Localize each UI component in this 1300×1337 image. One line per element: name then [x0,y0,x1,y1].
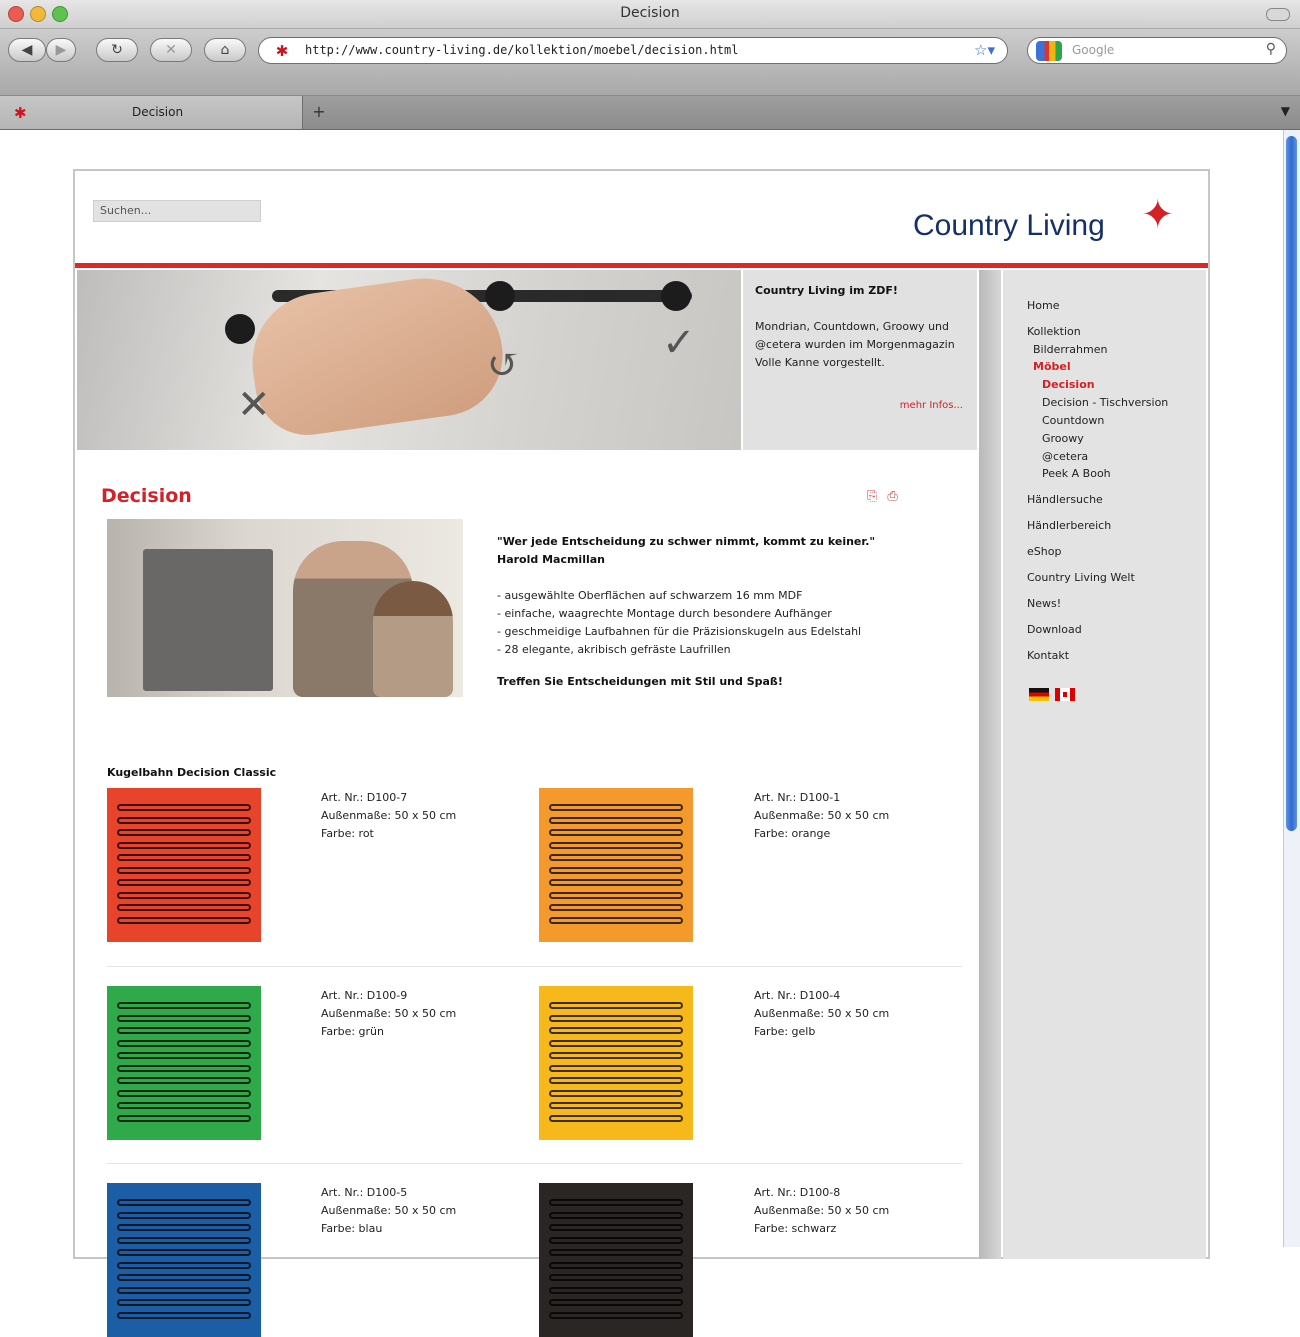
maple-leaf-icon: ✦ [1141,192,1175,238]
feature-list [497,587,967,659]
product-art-nr: Art. Nr.: D100-5 [321,1186,408,1199]
checkmark-icon: ✓ [662,320,696,366]
hero-image [77,270,741,450]
ball-track-lane [117,1237,251,1244]
ball-track-lane [117,1090,251,1097]
ball-track-lane [549,1287,683,1294]
stop-icon: ✕ [165,42,177,58]
language-flags [1029,688,1075,701]
nav-bilderrahmen[interactable]: Bilderrahmen [1033,343,1108,356]
product-size: Außenmaße: 50 x 50 cm [754,809,890,822]
address-bar[interactable] [258,37,1008,64]
browser-toolbar [0,29,1300,96]
product-image[interactable] [539,1183,693,1337]
ball-track-lane [549,867,683,874]
product-size: Außenmaße: 50 x 50 cm [321,809,457,822]
feature-item: - geschmeidige Laufbahnen für die Präzisionskugeln aus Edelstahl [497,625,862,638]
ball-track-lane [549,1299,683,1306]
ball-track-lane [117,867,251,874]
ball-track-lane [549,1224,683,1231]
ball-track-lane [117,1027,251,1034]
ball-track-lane [117,854,251,861]
news-heading: Country Living im ZDF! [755,284,898,297]
pdf-icon[interactable]: ⎘ [867,489,878,504]
site-favicon-icon: ✱ [275,42,289,60]
ball-track-lane [549,854,683,861]
feature-item: - einfache, waagrechte Montage durch besondere Aufhänger [497,607,832,620]
back-button[interactable] [8,38,46,62]
slogan: Treffen Sie Entscheidungen mit Stil und Spaß! [497,675,783,688]
quote-author: Harold Macmillan [497,553,606,566]
hero-knob [661,281,691,311]
ball-track-lane [549,1249,683,1256]
header-divider [75,263,1208,268]
product-size: Außenmaße: 50 x 50 cm [754,1007,890,1020]
nav-decision-tischversion[interactable]: Decision - Tischversion [1042,396,1169,409]
ball-track-lane [117,1287,251,1294]
product-info [321,789,456,843]
ball-track-lane [549,1077,683,1084]
reload-icon: ↻ [111,42,123,58]
product-info [754,1184,889,1238]
ball-track-lane [117,1115,251,1122]
ball-track-lane [549,1199,683,1206]
reset-arrow-icon: ↺ [487,342,521,388]
nav-news[interactable]: News! [1027,597,1062,610]
product-image[interactable] [107,986,261,1140]
product-image[interactable] [107,788,261,942]
nav-country-living-welt[interactable]: Country Living Welt [1027,571,1135,584]
ball-track-lane [117,1065,251,1072]
ball-track-lane [549,1002,683,1009]
product-color: Farbe: blau [321,1222,383,1235]
ball-track-lane [549,842,683,849]
ball-track-lane [117,879,251,886]
ball-track-lane [117,1212,251,1219]
quote-text: "Wer jede Entscheidung zu schwer nimmt, kommt zu keiner." [497,535,876,548]
ball-track-lane [549,1262,683,1269]
cross-mark-icon: ✕ [237,382,271,428]
ball-track-lane [549,817,683,824]
photo-person [373,581,453,697]
canadian-flag-icon[interactable] [1055,688,1075,701]
product-info [321,1184,456,1238]
site-logo[interactable]: Country Living [913,209,1105,242]
product-art-nr: Art. Nr.: D100-1 [754,791,841,804]
ball-track-lane [117,817,251,824]
product-color: Farbe: grün [321,1025,384,1038]
reload-button[interactable] [96,38,138,62]
feature-item: - 28 elegante, akribisch gefräste Laufrillen [497,643,731,656]
nav-decision[interactable]: Decision [1042,378,1095,391]
nav-moebel[interactable]: Möbel [1033,360,1071,373]
photo-board [143,549,273,691]
ball-track-lane [549,1274,683,1281]
column-separator [979,270,1001,1259]
section-heading: Kugelbahn Decision Classic [107,766,277,779]
ball-track-lane [117,829,251,836]
product-image[interactable] [539,986,693,1140]
vertical-scrollbar[interactable] [1283,130,1300,1247]
page-title: Decision [101,485,192,507]
nav-download[interactable]: Download [1027,623,1082,636]
ball-track-lane [117,804,251,811]
stop-button[interactable] [150,38,192,62]
search-icon[interactable]: ⚲ [1265,41,1276,57]
german-flag-icon[interactable] [1029,688,1049,701]
forward-arrow-icon: ▶ [55,42,67,58]
product-size: Außenmaße: 50 x 50 cm [321,1204,457,1217]
nav-peek-a-booh[interactable]: Peek A Booh [1042,467,1111,480]
quote [497,533,957,569]
site-container [73,169,1210,1259]
forward-button[interactable] [46,38,76,62]
nav-groowy[interactable]: Groowy [1042,432,1084,445]
nav-kollektion[interactable]: Kollektion [1027,325,1081,338]
ball-track-lane [549,1102,683,1109]
product-art-nr: Art. Nr.: D100-7 [321,791,408,804]
product-photo [107,519,463,697]
nav-cetera[interactable]: @cetera [1042,450,1089,463]
ball-track-lane [117,1249,251,1256]
tab-bar [0,96,1300,130]
ball-track-lane [117,917,251,924]
ball-track-lane [549,1052,683,1059]
ball-track-lane [117,842,251,849]
address-bar-url: http://www.country-living.de/kollektion/moebel/decision.html [305,43,739,57]
scrollbar-thumb[interactable] [1286,136,1297,831]
ball-track-lane [117,1077,251,1084]
ball-track-lane [117,1274,251,1281]
product-info [321,987,456,1041]
new-tab-button[interactable] [303,98,335,126]
google-engine-icon[interactable] [1036,41,1062,61]
nav-kontakt[interactable]: Kontakt [1027,649,1070,662]
ball-track-lane [117,1199,251,1206]
ball-track-lane [549,1015,683,1022]
product-image[interactable] [539,788,693,942]
nav-eshop[interactable]: eShop [1027,545,1062,558]
product-color: Farbe: rot [321,827,374,840]
ball-track-lane [549,1090,683,1097]
ball-track-lane [549,1027,683,1034]
back-arrow-icon: ◀ [21,42,33,58]
window-titlebar [0,0,1300,29]
product-color: Farbe: orange [754,827,831,840]
tab-list-menu-icon[interactable]: ▼ [1280,104,1290,118]
product-image[interactable] [107,1183,261,1337]
ball-track-lane [117,1052,251,1059]
news-more-link[interactable]: mehr Infos... [899,400,963,411]
news-box [743,270,977,450]
product-size: Außenmaße: 50 x 50 cm [321,1007,457,1020]
feature-item: - ausgewählte Oberflächen auf schwarzem 16 mm MDF [497,589,803,602]
ball-track-lane [549,1312,683,1319]
ball-track-lane [549,804,683,811]
ball-track-lane [117,1015,251,1022]
product-color: Farbe: schwarz [754,1222,837,1235]
nav-haendlerbereich[interactable]: Händlerbereich [1027,519,1112,532]
ball-track-lane [549,917,683,924]
ball-track-lane [549,829,683,836]
product-color: Farbe: gelb [754,1025,816,1038]
home-button[interactable] [204,38,246,62]
product-art-nr: Art. Nr.: D100-9 [321,989,408,1002]
ball-track-lane [549,904,683,911]
ball-track-lane [549,879,683,886]
product-art-nr: Art. Nr.: D100-8 [754,1186,841,1199]
search-bar[interactable] [1027,37,1287,64]
ball-track-lane [117,1262,251,1269]
ball-track-lane [549,1115,683,1122]
product-info [754,987,889,1041]
product-info [754,789,889,843]
ball-track-lane [549,1212,683,1219]
ball-track-lane [117,1312,251,1319]
ball-track-lane [549,1040,683,1047]
bookmark-star-icon[interactable]: ☆▾ [974,41,995,59]
ball-track-lane [117,1102,251,1109]
tab-decision[interactable] [0,96,303,129]
ball-track-lane [117,1299,251,1306]
ball-track-lane [549,1065,683,1072]
nav-countdown[interactable]: Countdown [1042,414,1105,427]
search-bar-placeholder: Google [1072,43,1115,57]
hero-knob [225,314,255,344]
ball-track-lane [117,1224,251,1231]
product-row-divider [107,1163,962,1164]
tab-label: Decision [132,105,184,119]
ball-track-lane [117,892,251,899]
window-title: Decision [620,5,680,21]
nav-home[interactable]: Home [1027,299,1060,312]
print-icon[interactable]: ⎙ [887,489,898,504]
plus-icon: + [312,102,326,121]
hero-knob [485,281,515,311]
ball-track-lane [117,1040,251,1047]
news-body: Mondrian, Countdown, Groowy und @cetera wurden im Morgenmagazin Volle Kanne vorgestellt. [755,320,955,369]
product-size: Außenmaße: 50 x 50 cm [754,1204,890,1217]
site-search-input[interactable]: Suchen... [93,200,261,222]
ball-track-lane [549,1237,683,1244]
product-row-divider [107,966,962,967]
tab-favicon-icon: ✱ [14,104,27,122]
product-art-nr: Art. Nr.: D100-4 [754,989,841,1002]
home-icon: ⌂ [220,42,230,58]
toolbar-toggle-button[interactable] [1266,8,1290,21]
nav-haendlersuche[interactable]: Händlersuche [1027,493,1103,506]
ball-track-lane [117,1002,251,1009]
ball-track-lane [117,904,251,911]
ball-track-lane [549,892,683,899]
page-actions [867,489,898,504]
sidebar-nav [1003,270,1206,1259]
